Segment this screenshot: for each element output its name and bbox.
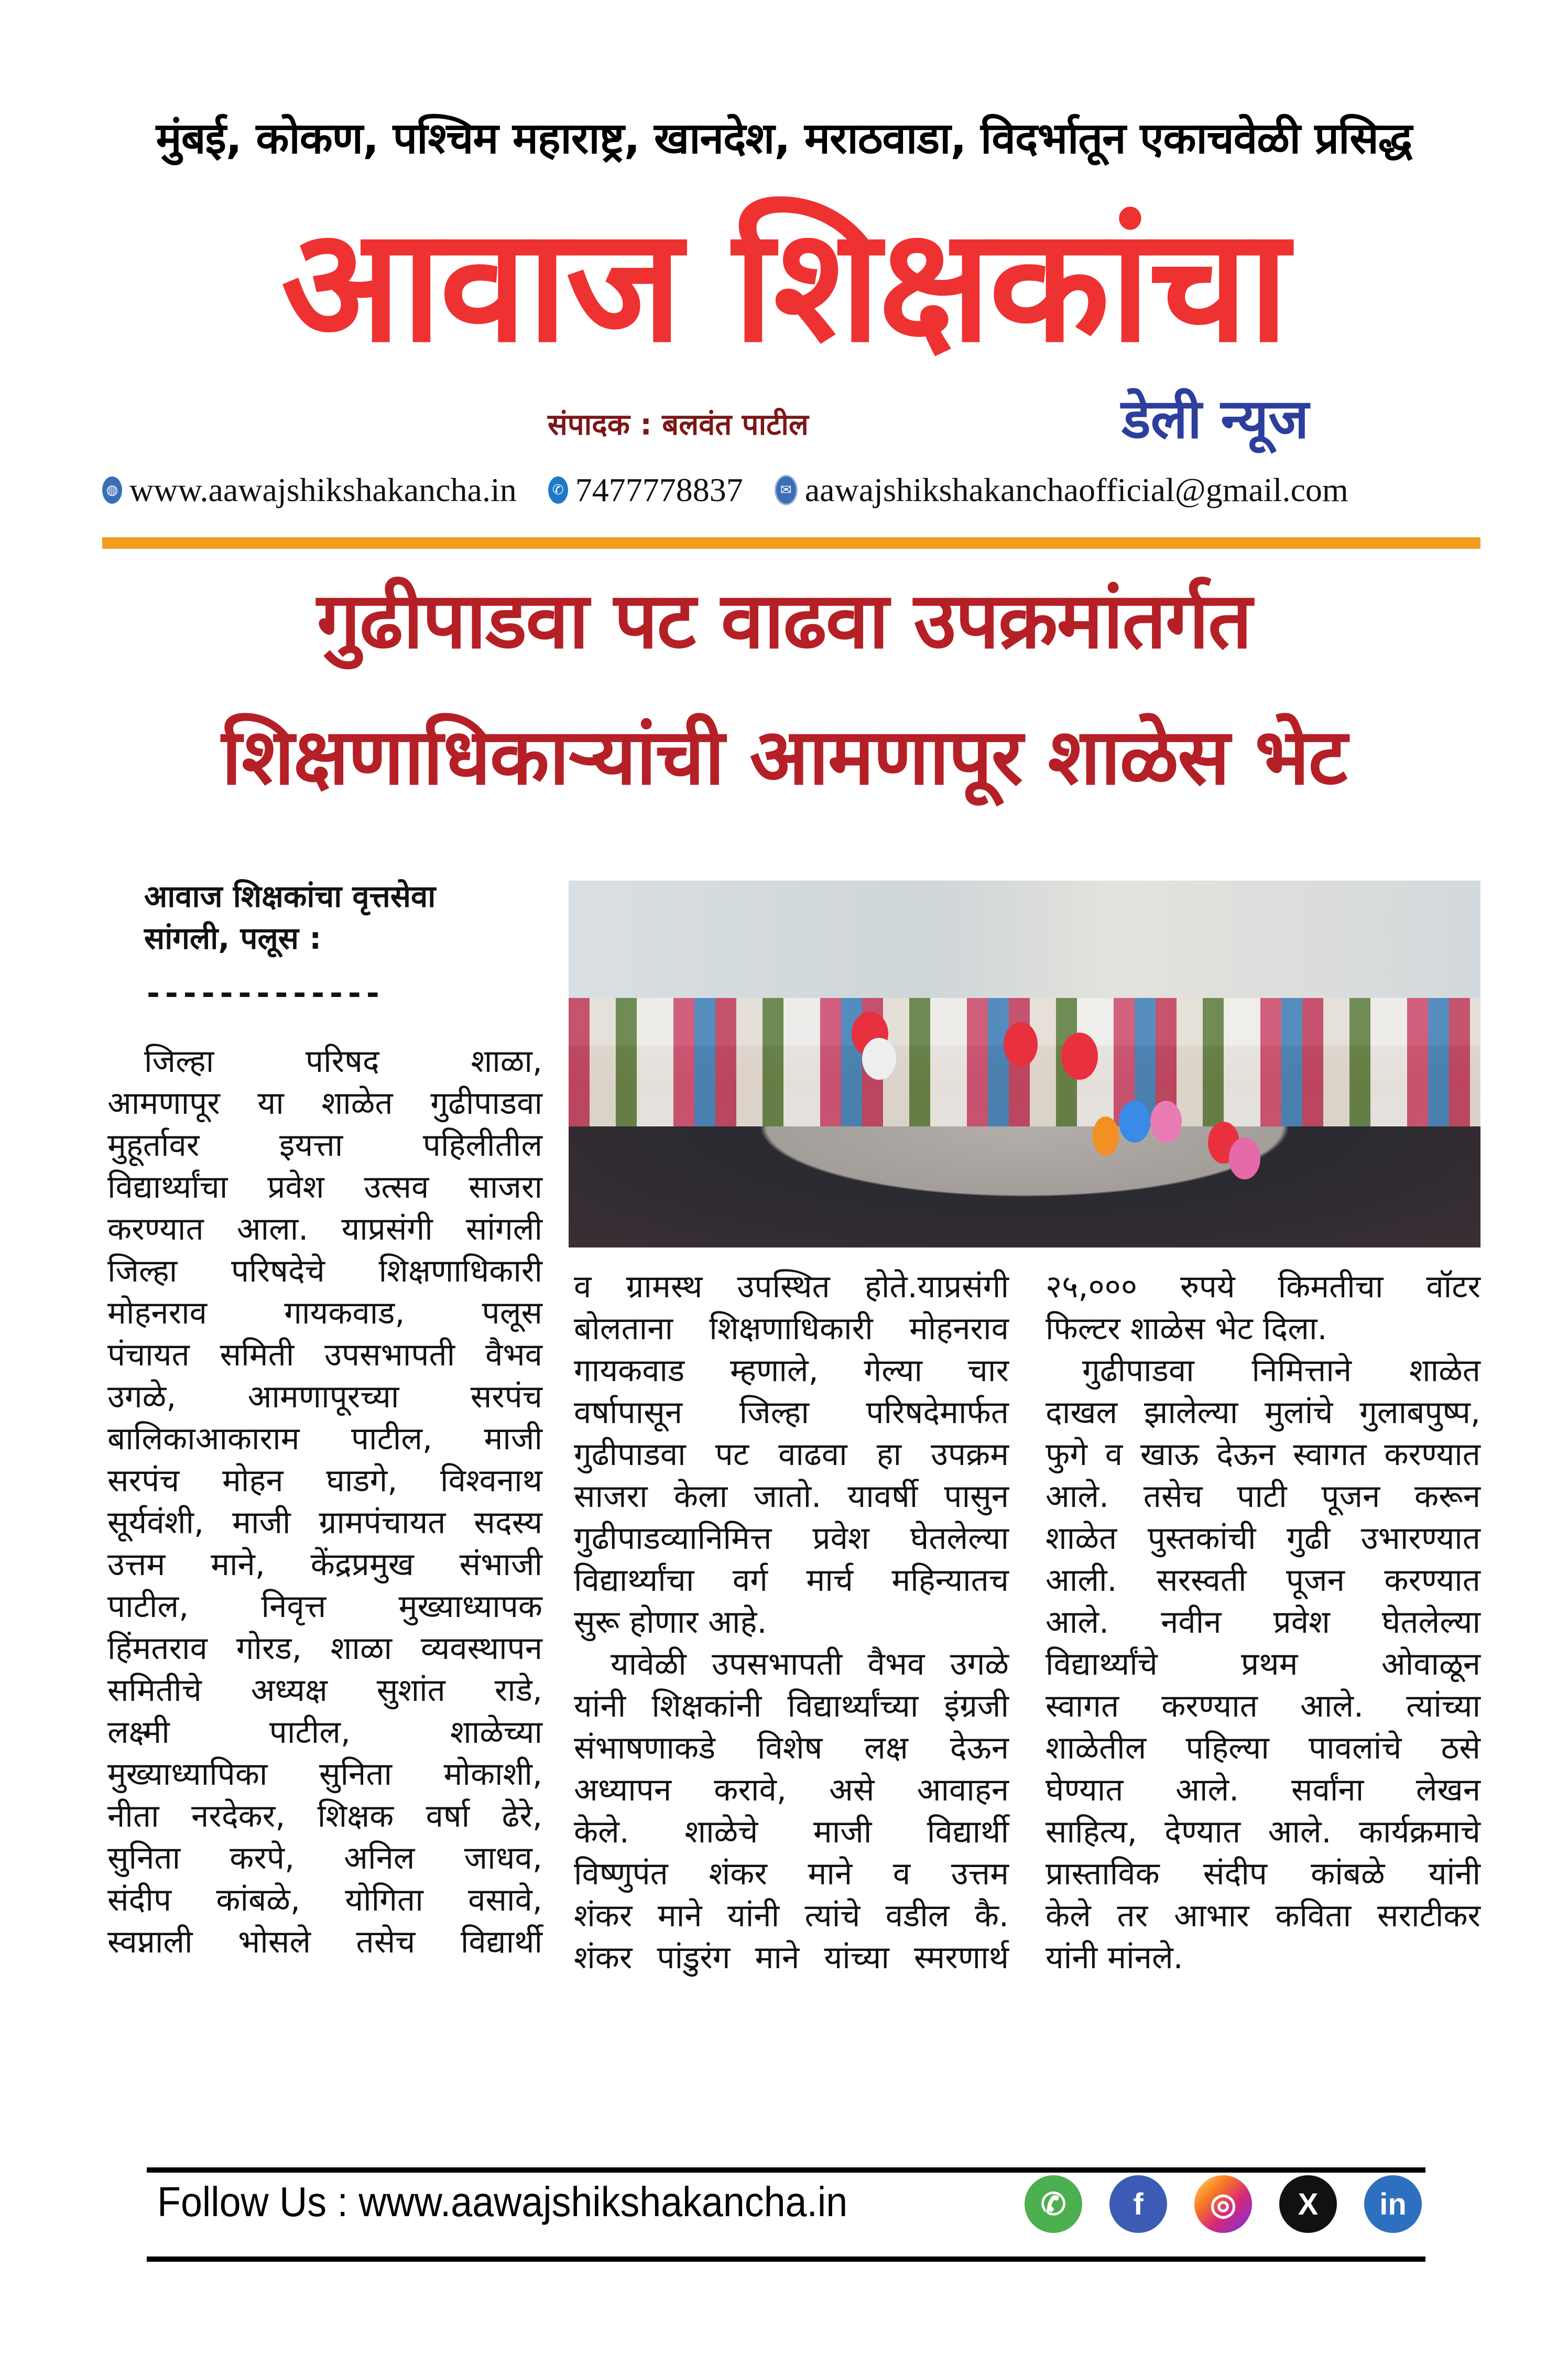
text-line: यांनी शिक्षकांनी विद्यार्थ्यांच्या इंग्रजी (574, 1688, 1009, 1724)
article-headline-line2: शिक्षणाधिकाऱ्यांची आमणापूर शाळेस भेट (221, 712, 1347, 802)
follow-us-text[interactable]: Follow Us : www.aawajshikshakancha.in (157, 2178, 848, 2225)
text-line: व ग्रामस्थ उपस्थित होते.याप्रसंगी (574, 1268, 1009, 1305)
edition-label: डेली न्यूज (1121, 387, 1309, 451)
text-line: जिल्हा परिषद शाळा, (144, 1043, 542, 1080)
balloon (1061, 1033, 1098, 1080)
article-column-2 (574, 1266, 1009, 1979)
byline-separator: ------------- (147, 975, 385, 1012)
text-line: नीता नरदेकर, शिक्षक वर्षा ढेरे, (107, 1798, 542, 1835)
text-line: आले. नवीन प्रवेश घेतलेल्या (1046, 1604, 1480, 1641)
text-line: पंचायत समिती उपसभापती वैभव (107, 1337, 542, 1373)
text-line: समितीचे अध्यक्ष सुशांत राडे, (107, 1672, 542, 1709)
text-line: यावेळी उपसभापती वैभव उगळे (611, 1646, 1009, 1683)
text-line: सुरू होणार आहे. (574, 1604, 767, 1641)
text-line: सूर्यवंशी, माजी ग्रामपंचायत सदस्य (107, 1504, 542, 1541)
website-contact[interactable] (102, 471, 517, 509)
website-link[interactable]: www.aawajshikshakancha.in (129, 471, 517, 508)
text-line: घेण्यात आले. सर्वांना लेखन (1046, 1772, 1480, 1808)
balloon (862, 1038, 896, 1080)
text-line: गुढीपाडव्यानिमित्त प्रवेश घेतलेल्या (574, 1520, 1009, 1557)
whatsapp-icon[interactable]: ✆ (1025, 2175, 1082, 2233)
newspaper-masthead: आवाज शिक्षकांचा (281, 194, 1287, 377)
text-line: हिंमतराव गोरड, शाळा व्यवस्थापन (107, 1630, 542, 1667)
instagram-icon[interactable]: ◎ (1194, 2175, 1252, 2233)
balloon (1229, 1137, 1260, 1179)
text-line: बालिकाआकाराम पाटील, माजी (107, 1420, 542, 1457)
facebook-icon[interactable]: f (1109, 2175, 1167, 2233)
contact-bar (102, 467, 1348, 514)
photo-floor (569, 1126, 1480, 1247)
text-line: मुहूर्तावर इयत्ता पहिलीतील (107, 1127, 542, 1164)
phone-contact[interactable] (548, 471, 743, 509)
byline-agency: आवाज शिक्षकांचा वृत्तसेवा (144, 878, 436, 914)
text-line: फिल्टर शाळेस भेट दिला. (1046, 1310, 1327, 1347)
text-line: संदीप कांबळे, योगिता वसावे, (107, 1882, 542, 1918)
footer-bottom-rule (147, 2256, 1425, 2262)
article-byline (144, 875, 435, 959)
text-line: अध्यापन करावे, असे आवाहन (574, 1772, 1009, 1808)
text-line: प्रास्ताविक संदीप कांबळे यांनी (1046, 1856, 1480, 1892)
text-line: मोहनराव गायकवाड, पलूस (107, 1295, 542, 1331)
text-line: वर्षापासून जिल्हा परिषदेमार्फत (574, 1394, 1009, 1431)
social-icons (1025, 2175, 1422, 2233)
text-line: विद्यार्थ्यांचा प्रवेश उत्सव साजरा (107, 1169, 542, 1206)
balloon (1004, 1022, 1038, 1067)
text-line: साहित्य, देण्यात आले. कार्यक्रमाचे (1046, 1814, 1480, 1850)
text-line: शंकर माने यांनी त्यांचे वडील कै. (574, 1897, 1009, 1934)
article-photo (569, 881, 1480, 1247)
text-line: यांनी मांनले. (1046, 1939, 1183, 1976)
phone-number[interactable]: 7477778837 (575, 471, 743, 508)
text-line: विष्णुपंत शंकर माने व उत्तम (574, 1856, 1009, 1892)
text-line: विद्यार्थ्यांचा वर्ग मार्च महिन्यातच (574, 1562, 1009, 1599)
text-line: मुख्याध्यापिका सुनिता मोकाशी, (107, 1756, 542, 1793)
text-line: गायकवाड म्हणाले, गेल्या चार (574, 1352, 1009, 1389)
x-icon[interactable]: X (1279, 2175, 1337, 2233)
text-line: केले तर आभार कविता सराटीकर (1046, 1897, 1480, 1934)
text-line: गुढीपाडवा निमित्ताने शाळेत (1082, 1352, 1480, 1389)
text-line: सुनिता करपे, अनिल जाधव, (107, 1840, 542, 1876)
globe-icon: ◍ (102, 476, 122, 504)
mail-icon: ✉ (775, 475, 798, 505)
text-line: शाळेत पुस्तकांची गुढी उभारण्यात (1046, 1520, 1480, 1557)
article-column-1 (107, 1040, 542, 1963)
text-line: केले. शाळेचे माजी विद्यार्थी (574, 1814, 1009, 1850)
text-line: विद्यार्थ्यांचे प्रथम ओवाळून (1046, 1646, 1480, 1683)
text-line: २५,००० रुपये किमतीचा वॉटर (1046, 1268, 1480, 1305)
text-line: दाखल झालेल्या मुलांचे गुलाबपुष्प, (1046, 1394, 1480, 1431)
text-line: उगळे, आमणापूरच्या सरपंच (107, 1379, 542, 1415)
text-line: शंकर पांडुरंग माने यांच्या स्मरणार्थ (574, 1939, 1009, 1976)
text-line: उत्तम माने, केंद्रप्रमुख संभाजी (107, 1546, 542, 1583)
text-line: बोलताना शिक्षणाधिकारी मोहनराव (574, 1310, 1009, 1347)
text-line: आमणापूर या शाळेत गुढीपाडवा (107, 1085, 542, 1122)
footer-top-rule (147, 2167, 1425, 2173)
text-line: फुगे व खाऊ देऊन स्वागत करण्यात (1046, 1436, 1480, 1473)
header-divider (102, 537, 1480, 549)
article-column-3 (1046, 1266, 1480, 1979)
text-line: शाळेतील पहिल्या पावलांचे ठसे (1046, 1730, 1480, 1766)
text-line: संभाषणाकडे विशेष लक्ष देऊन (574, 1730, 1009, 1766)
balloon (1150, 1101, 1182, 1143)
byline-location: सांगली, पलूस : (144, 920, 322, 956)
balloon (1093, 1116, 1119, 1156)
email-contact[interactable] (775, 471, 1348, 509)
article-headline-line1: गुढीपाडवा पट वाढवा उपक्रमांतर्गत (317, 576, 1251, 666)
text-line: जिल्हा परिषदेचे शिक्षणाधिकारी (107, 1253, 542, 1289)
coverage-tagline: मुंबई, कोकण, पश्चिम महाराष्ट्र, खानदेश, मराठवाडा, विदर्भातून एकाचवेळी प्रसिद्ध (156, 114, 1412, 164)
text-line: गुढीपाडवा पट वाढवा हा उपक्रम (574, 1436, 1009, 1473)
email-link[interactable]: aawajshikshakanchaofficial@gmail.com (804, 471, 1348, 508)
text-line: करण्यात आला. याप्रसंगी सांगली (107, 1211, 542, 1247)
text-line: साजरा केला जातो. यावर्षी पासुन (574, 1478, 1009, 1515)
phone-icon: ✆ (548, 476, 568, 504)
text-line: आली. सरस्वती पूजन करण्यात (1046, 1562, 1480, 1599)
editor-credit: संपादक : बलवंत पाटील (548, 408, 809, 442)
text-line: पाटील, निवृत्त मुख्याध्यापक (107, 1588, 542, 1625)
linkedin-icon[interactable]: in (1364, 2175, 1422, 2233)
text-line: आले. तसेच पाटी पूजन करून (1046, 1478, 1480, 1515)
text-line: स्वप्नाली भोसले तसेच विद्यार्थी (107, 1924, 542, 1960)
text-line: लक्ष्मी पाटील, शाळेच्या (107, 1714, 542, 1751)
text-line: सरपंच मोहन घाडगे, विश्वनाथ (107, 1462, 542, 1499)
text-line: स्वागत करण्यात आले. त्यांच्या (1046, 1688, 1480, 1724)
balloon (1119, 1101, 1150, 1143)
